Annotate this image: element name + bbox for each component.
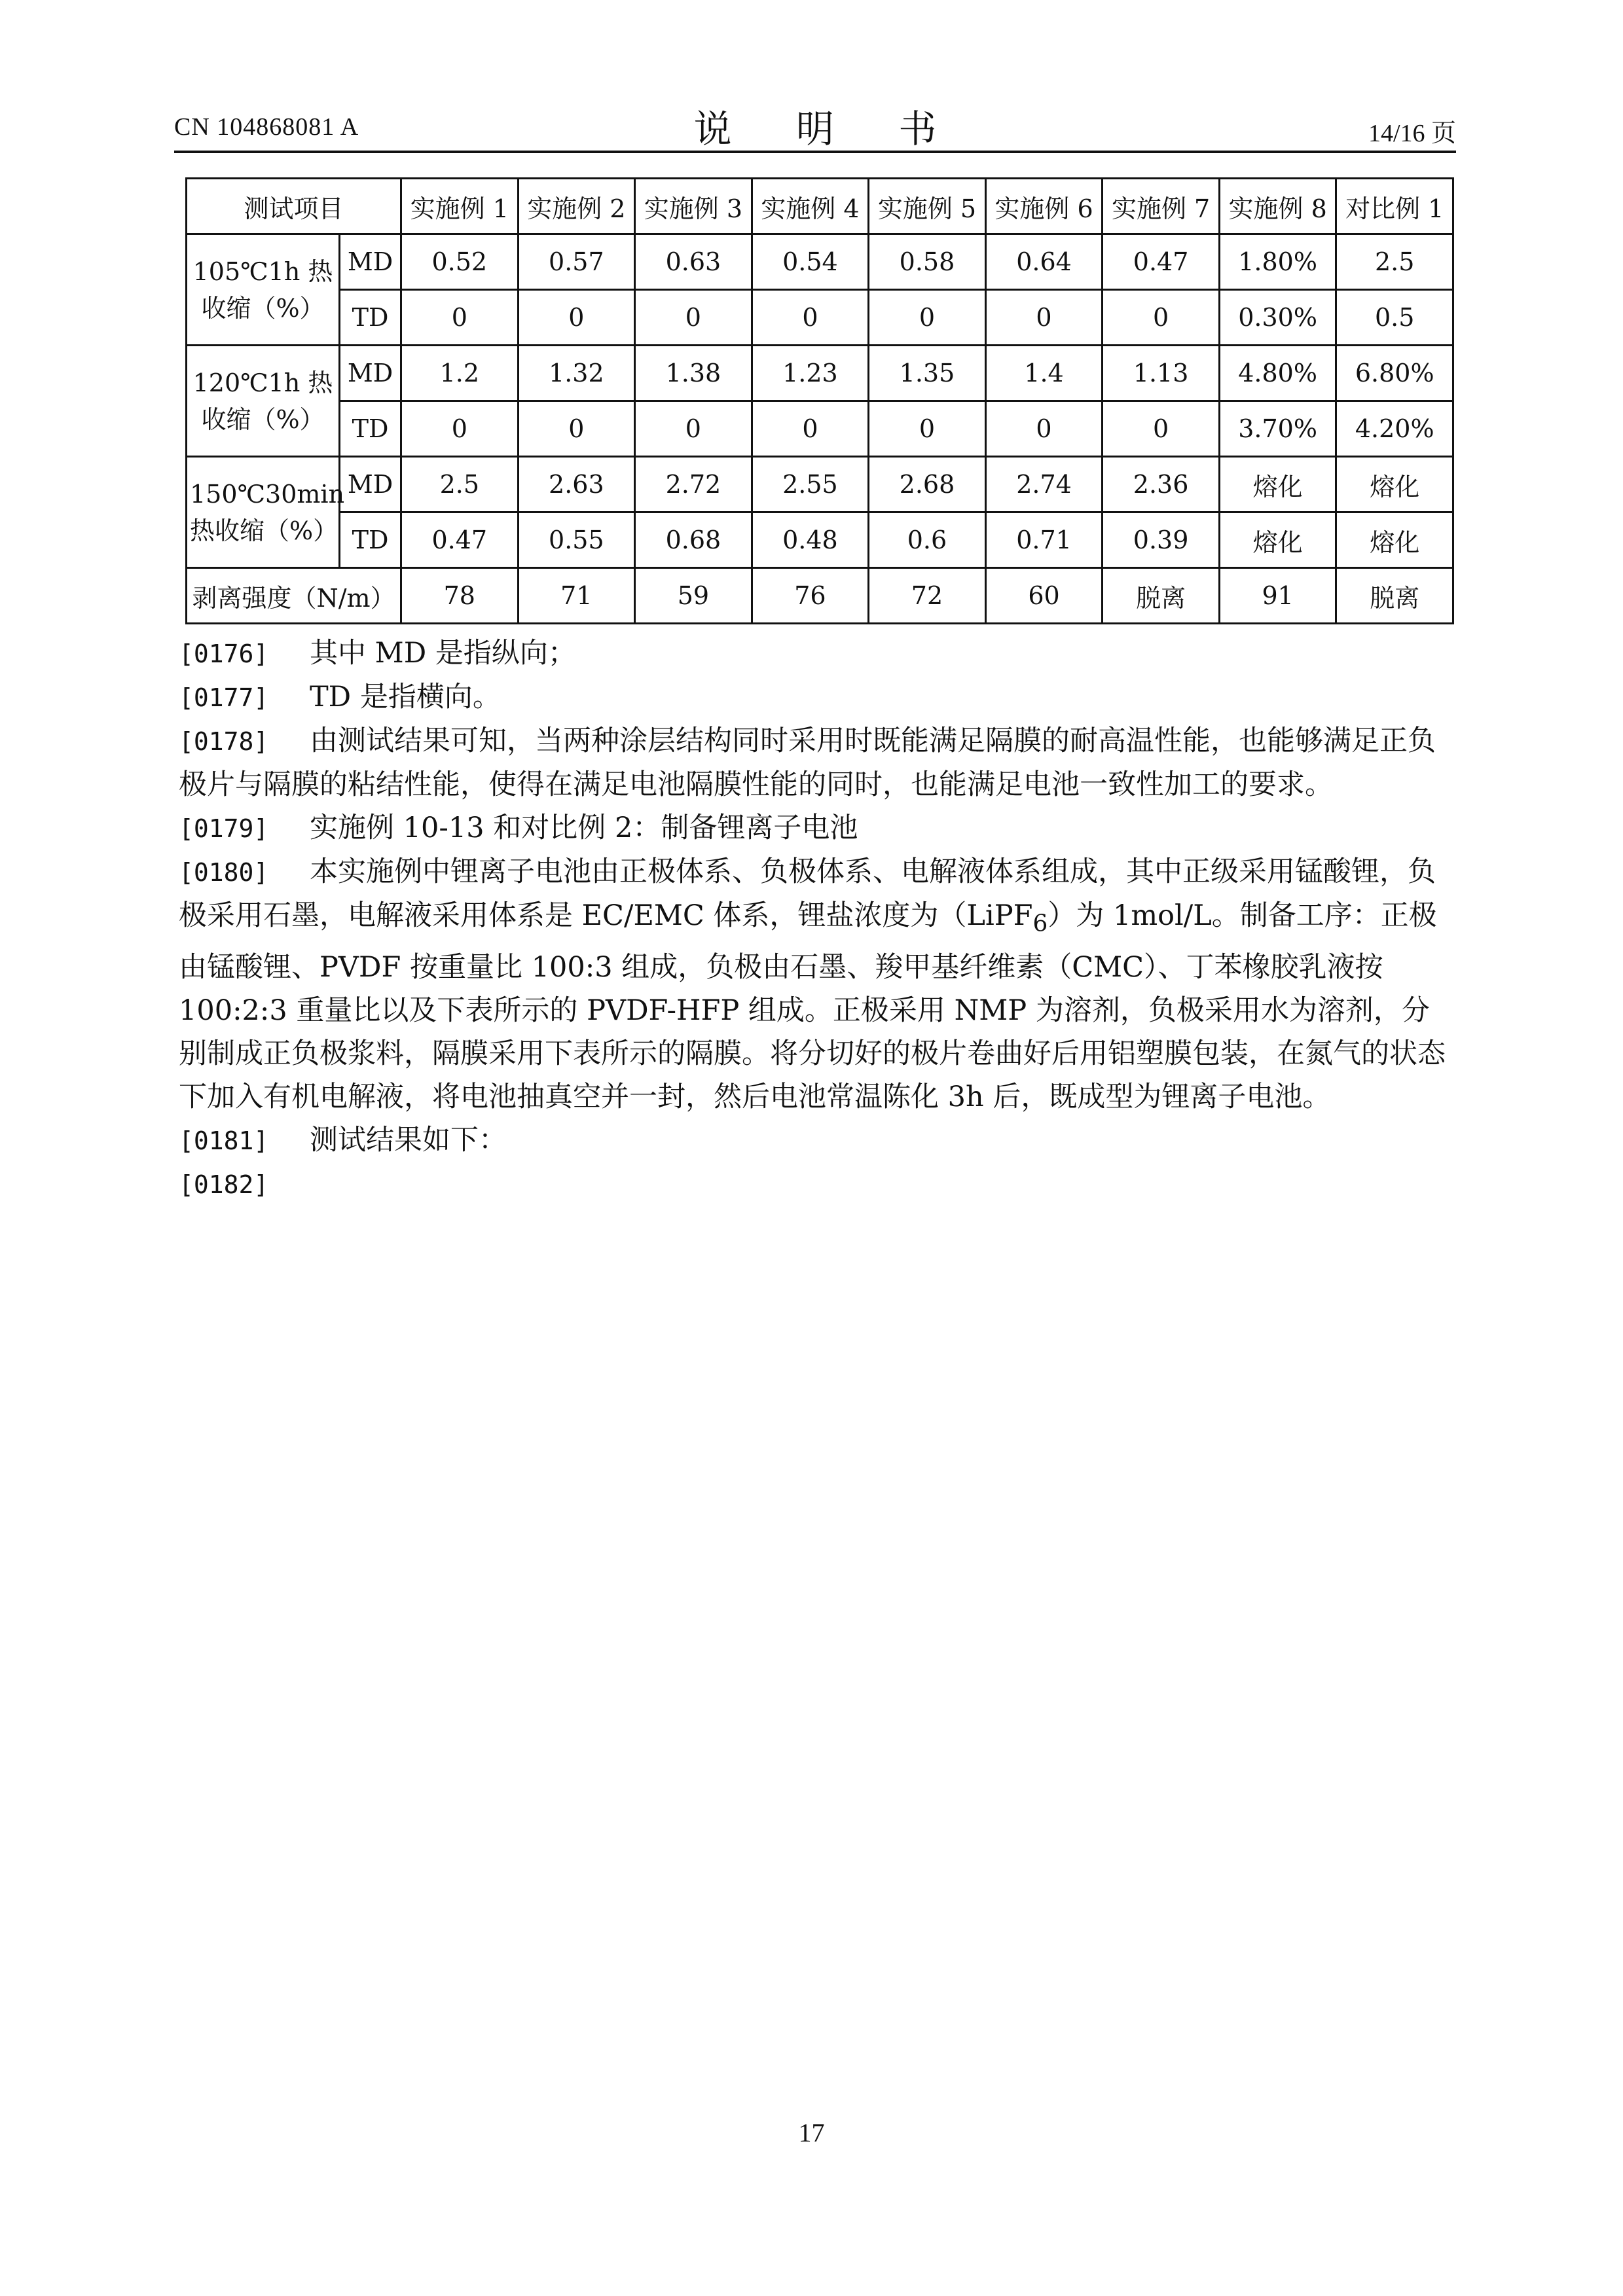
table-cell: 0.47 <box>1103 234 1220 290</box>
table-cell: 0.57 <box>518 234 635 290</box>
table-cell: 0 <box>752 290 869 346</box>
table-cell: 78 <box>401 568 519 624</box>
direction-cell: MD <box>340 346 401 401</box>
column-header: 实施例 2 <box>518 179 635 234</box>
column-header: 测试项目 <box>187 179 401 234</box>
paragraph-number: [0178] <box>179 727 269 756</box>
table-cell: 0.71 <box>985 512 1103 568</box>
table-cell: 2.5 <box>401 457 519 512</box>
paragraph-text: 本实施例中锂离子电池由正极体系、负极体系、电解液体系组成，其中正级采用锰酸锂，负极采用石墨，电解液采用体系是 EC/EMC 体系，锂盐浓度为（LiPF <box>179 855 1436 932</box>
table-cell: 2.36 <box>1103 457 1220 512</box>
table-cell: 2.68 <box>869 457 986 512</box>
table-cell: 0.68 <box>635 512 752 568</box>
direction-cell: TD <box>340 290 401 346</box>
table-cell: 1.32 <box>518 346 635 401</box>
paragraph <box>179 1119 1455 1162</box>
paragraph-text: TD 是指横向。 <box>310 681 501 713</box>
table-cell: 0.55 <box>518 512 635 568</box>
row-group-label: 105℃1h 热收缩（%） <box>187 234 340 346</box>
paragraph-number: [0180] <box>179 858 269 887</box>
table-row <box>187 234 1453 290</box>
column-header: 实施例 3 <box>635 179 752 234</box>
table-cell: 2.72 <box>635 457 752 512</box>
paragraph-text: ）为 1mol/L。制备工序：正极由锰酸锂、PVDF 按重量比 100:3 组成，负极由石墨、羧甲基纤维素（CMC）、丁苯橡胶乳液按 100:2:3 重量比以及下表所示的 PVDF-HFP 组成。正极采用 NMP 为溶剂，负极采用水为溶剂，分别制成正负极浆料，隔膜采用下表所示的隔膜。将分切好的极片卷曲好后用铝塑膜包装，在氮气的状态下加入有机电解液，将电池抽真空并一封，然后电池常温陈化 3h 后，既成型为锂离子电池。 <box>179 899 1446 1113</box>
table-cell: 0 <box>1103 290 1220 346</box>
table-cell: 76 <box>752 568 869 624</box>
paragraph-number: [0181] <box>179 1126 269 1155</box>
subscript: 6 <box>1032 910 1048 937</box>
table-cell: 0.5 <box>1336 290 1453 346</box>
table-cell: 0.58 <box>869 234 986 290</box>
column-header: 实施例 1 <box>401 179 519 234</box>
row-group-label: 150℃30min 热收缩（%） <box>187 457 340 568</box>
body-text <box>179 632 1455 1206</box>
table-cell: 0 <box>635 401 752 457</box>
table-row <box>187 568 1453 624</box>
table-cell: 0 <box>869 290 986 346</box>
table-cell: 0 <box>752 401 869 457</box>
column-header: 实施例 8 <box>1219 179 1336 234</box>
patent-number: CN 104868081 A <box>174 113 359 141</box>
table-cell: 6.80% <box>1336 346 1453 401</box>
table-cell: 0.64 <box>985 234 1103 290</box>
table-cell: 0 <box>985 290 1103 346</box>
page-header <box>174 98 1456 151</box>
table-cell: 脱离 <box>1336 568 1453 624</box>
column-header: 实施例 5 <box>869 179 986 234</box>
paragraph-number: [0179] <box>179 814 269 843</box>
paragraph <box>179 632 1455 675</box>
table-cell: 0 <box>1103 401 1220 457</box>
direction-cell: TD <box>340 401 401 457</box>
table-cell: 1.2 <box>401 346 519 401</box>
direction-cell: MD <box>340 234 401 290</box>
table-cell: 1.23 <box>752 346 869 401</box>
table-cell: 59 <box>635 568 752 624</box>
table-cell: 1.13 <box>1103 346 1220 401</box>
table-cell: 0.6 <box>869 512 986 568</box>
table-cell: 2.63 <box>518 457 635 512</box>
table-cell: 4.80% <box>1219 346 1336 401</box>
table-cell: 71 <box>518 568 635 624</box>
column-header: 实施例 4 <box>752 179 869 234</box>
column-header: 实施例 6 <box>985 179 1103 234</box>
table-row <box>187 401 1453 457</box>
table-cell: 1.38 <box>635 346 752 401</box>
document-title: 说 明 书 <box>693 107 963 151</box>
paragraph-text: 实施例 10-13 和对比例 2：制备锂离子电池 <box>310 812 858 844</box>
table-cell: 0 <box>869 401 986 457</box>
paragraph <box>179 675 1455 719</box>
table-cell: 0 <box>518 290 635 346</box>
table-cell: 60 <box>985 568 1103 624</box>
table-cell: 2.5 <box>1336 234 1453 290</box>
table-cell: 0 <box>985 401 1103 457</box>
table-cell: 脱离 <box>1103 568 1220 624</box>
table-cell: 0 <box>635 290 752 346</box>
direction-cell: TD <box>340 512 401 568</box>
paragraph <box>179 806 1455 850</box>
table-cell: 1.35 <box>869 346 986 401</box>
table-row <box>187 346 1453 401</box>
test-results-table <box>185 177 1454 624</box>
header-rule <box>174 151 1456 153</box>
table-cell: 0 <box>401 290 519 346</box>
table-cell: 72 <box>869 568 986 624</box>
paragraph-number: [0176] <box>179 639 269 668</box>
table-cell: 0.47 <box>401 512 519 568</box>
page-number: 17 <box>798 2118 825 2147</box>
table-cell: 熔化 <box>1219 512 1336 568</box>
row-group-label: 剥离强度（N/m） <box>187 568 401 624</box>
table-cell: 2.55 <box>752 457 869 512</box>
paragraph <box>179 850 1455 1119</box>
table-cell: 0 <box>401 401 519 457</box>
table-cell: 1.4 <box>985 346 1103 401</box>
table-header-row <box>187 179 1453 234</box>
table-cell: 0.52 <box>401 234 519 290</box>
paragraph-number: [0182] <box>179 1170 269 1199</box>
table-cell: 熔化 <box>1219 457 1336 512</box>
table-cell: 91 <box>1219 568 1336 624</box>
table-row <box>187 290 1453 346</box>
column-header: 实施例 7 <box>1103 179 1220 234</box>
table-cell: 2.74 <box>985 457 1103 512</box>
table-cell: 0.39 <box>1103 512 1220 568</box>
direction-cell: MD <box>340 457 401 512</box>
table-cell: 熔化 <box>1336 457 1453 512</box>
table-cell: 0.63 <box>635 234 752 290</box>
paragraph-number: [0177] <box>179 683 269 712</box>
table-cell: 0.54 <box>752 234 869 290</box>
paragraph-text: 测试结果如下： <box>310 1123 507 1157</box>
table-cell: 0 <box>518 401 635 457</box>
paragraph-text: 其中 MD 是指纵向； <box>310 637 576 670</box>
page-reference: 14/16 页 <box>1368 120 1456 147</box>
paragraph-text: 由测试结果可知，当两种涂层结构同时采用时既能满足隔膜的耐高温性能，也能够满足正负极片与隔膜的粘结性能，使得在满足电池隔膜性能的同时，也能满足电池一致性加工的要求。 <box>179 725 1436 801</box>
table-cell: 3.70% <box>1219 401 1336 457</box>
paragraph <box>179 719 1455 806</box>
row-group-label: 120℃1h 热收缩（%） <box>187 346 340 457</box>
table-cell: 熔化 <box>1336 512 1453 568</box>
table-cell: 0.30% <box>1219 290 1336 346</box>
column-header: 对比例 1 <box>1336 179 1453 234</box>
table-cell: 0.48 <box>752 512 869 568</box>
paragraph <box>179 1162 1455 1206</box>
table-cell: 1.80% <box>1219 234 1336 290</box>
table-row <box>187 457 1453 512</box>
table-row <box>187 512 1453 568</box>
table-cell: 4.20% <box>1336 401 1453 457</box>
